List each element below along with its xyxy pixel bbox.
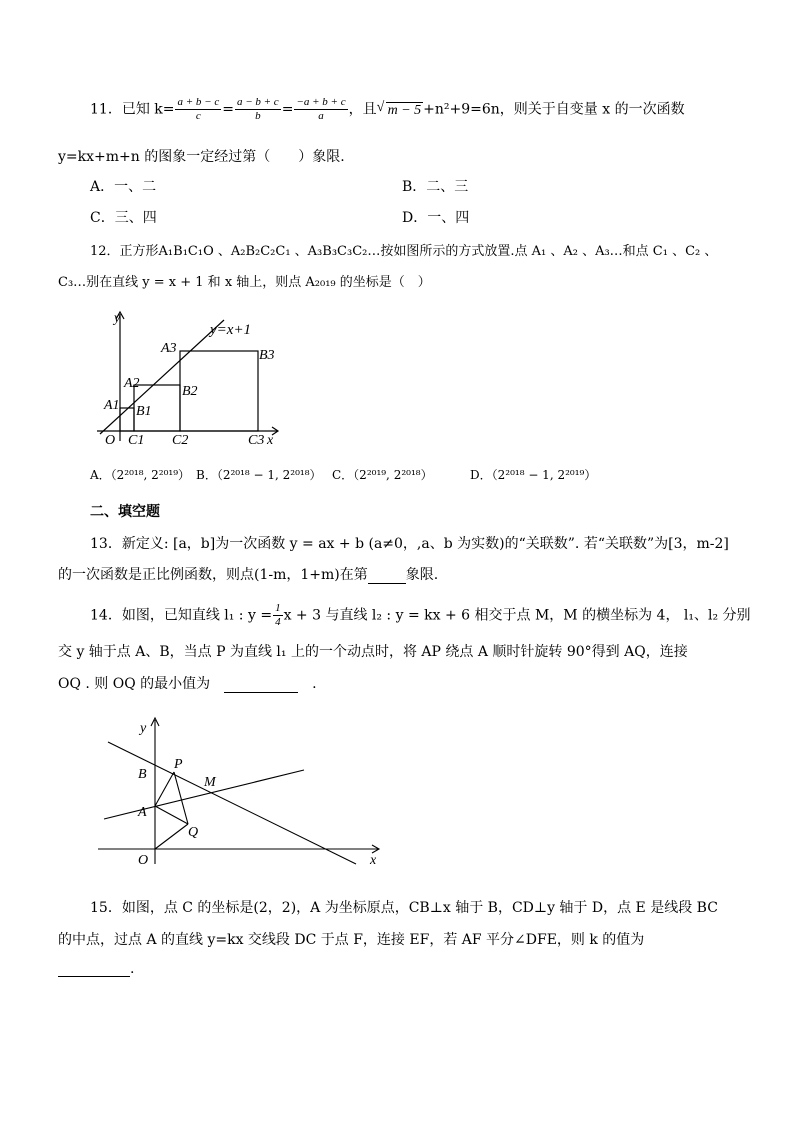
y-label: y (140, 721, 147, 736)
label-C1: C1 (128, 433, 145, 448)
q14-answer-blank[interactable] (224, 676, 298, 693)
label-C2: C2 (172, 433, 189, 448)
segment-AQ (155, 806, 188, 824)
label-P: P (174, 757, 183, 772)
q15-line2: 的中点，过点 A 的直线 y=kx 交线段 DC 于点 F，连接 EF，若 AF 平分∠DFE，则 k 的值为 (58, 932, 645, 948)
label-B3: B3 (259, 348, 275, 363)
fraction-one-quarter: $\frac{1}{4}$ (275, 602, 281, 628)
q14-figure (98, 712, 398, 872)
label-B1: B1 (136, 404, 152, 419)
q12-option-b[interactable]: B．（2²⁰¹⁸ − 1, 2²⁰¹⁸） (196, 468, 322, 482)
segment-AP (155, 772, 174, 806)
label-B: B (138, 767, 147, 782)
q12-line2: C₃…别在直线 y = x + 1 和 x 轴上，则点 A₂₀₁₉ 的坐标是（ ） (58, 275, 431, 290)
q13-line2: 的一次函数是正比例函数，则点(1-m，1+m)在第 象限. (58, 567, 439, 583)
section-title: 二、填空题 (90, 504, 160, 520)
sqrt-expression: √ m − 5 (386, 102, 424, 119)
fraction-3: $\frac{-a + b + c}{a}$ (296, 96, 346, 122)
q11-option-c[interactable]: C．三、四 (90, 210, 157, 226)
square-1 (120, 408, 134, 431)
y-label: y (114, 311, 121, 326)
q12-option-d[interactable]: D．（2²⁰¹⁸ − 1, 2²⁰¹⁹） (470, 468, 597, 482)
q14-line2: 交 y 轴于点 A、B，当点 P 为直线 l₁ 上的一个动点时，将 AP 绕点 A 顺时针旋转 90°得到 AQ，连接 (58, 644, 688, 660)
label-M: M (204, 775, 216, 790)
segment-OQ (155, 824, 188, 849)
label-A1: A1 (104, 398, 120, 413)
label-O: O (138, 853, 149, 868)
q15-line1: 15．如图，点 C 的坐标是(2，2)，A 为坐标原点，CB⊥x 轴于 B，CD⊥y 轴于 D，点 E 是线段 BC (90, 900, 718, 916)
q13-line1: 13．新定义: [a，b]为一次函数 y = ax + b (a≠0，,a、b 为实数)的“关联数”. 若“关联数”为[3，m-2] (90, 536, 729, 552)
label-Q: Q (188, 825, 199, 840)
q13-answer-blank[interactable] (368, 567, 406, 584)
q15-answer-blank[interactable] (58, 960, 130, 977)
label-C3: C3 (248, 433, 265, 448)
label-O: O (105, 433, 116, 448)
q11-line2: y=kx+m+n 的图象一定经过第（ ）象限. (58, 149, 345, 165)
label-A3: A3 (161, 341, 177, 356)
q14-line3: OQ . 则 OQ 的最小值为 . (58, 676, 317, 692)
label-A2: A2 (124, 376, 140, 391)
q12-squares-figure (92, 306, 292, 448)
q12-option-c[interactable]: C．（2²⁰¹⁹, 2²⁰¹⁸） (332, 468, 433, 482)
q11-option-d[interactable]: D．一、四 (402, 210, 470, 226)
x-label: x (370, 853, 377, 868)
label-A: A (138, 805, 147, 820)
q15-line3: . (58, 960, 134, 977)
fraction-1: $\frac{a + b - c}{c}$ (177, 96, 220, 122)
q12-line1: 12．正方形A₁B₁C₁O 、A₂B₂C₂C₁ 、A₃B₃C₃C₂…按如图所示的方式放置.点 A₁ 、A₂ 、A₃…和点 C₁ 、C₂ 、 (90, 244, 718, 259)
q11-option-b[interactable]: B．二、三 (402, 179, 469, 195)
line-l2 (108, 742, 356, 864)
q14-line1: 14．如图，已知直线 l₁ : y = $\frac{1}{4}$ x + 3 与直线 l₂ : y = kx + 6 相交于点 M，M 的横坐标为 4， l₁、l₂ 分别 (90, 602, 751, 628)
fraction-2: $\frac{a - b + c}{b}$ (236, 96, 279, 122)
q12-option-a[interactable]: A．（2²⁰¹⁸, 2²⁰¹⁹） (90, 468, 191, 482)
line-label: y=x+1 (210, 322, 252, 338)
line-y-x-plus-1 (100, 320, 224, 434)
q11-line1: 11．已知 k= $\frac{a + b - c}{c}$ = $\frac{a - b + c}{b}$ = $\frac{-a + b + c}{a}$ ，且√ m − 5 +n²+9=6n，则关于自变量 x 的一次函数 (90, 96, 685, 123)
q11-option-a[interactable]: A．一、二 (90, 179, 157, 195)
label-B2: B2 (182, 384, 198, 399)
x-label: x (267, 433, 274, 448)
